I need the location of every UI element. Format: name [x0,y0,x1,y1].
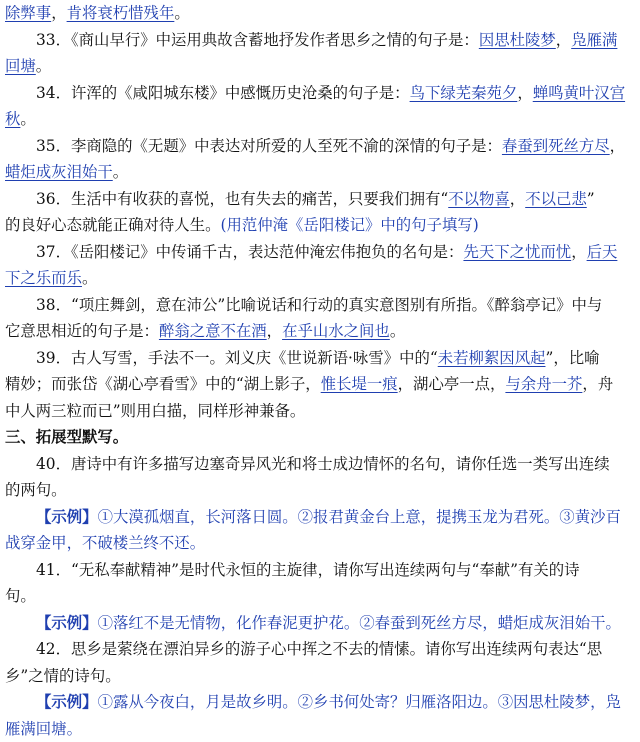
text-span: 乡”之情的诗句。 [5,667,121,685]
text-span: ，湖心亭一点， [398,375,506,393]
example-label: 【示例】 [36,693,98,711]
example-text: 雁满回塘。 [5,720,82,738]
answer-span: 肯将衰朽惜残年 [67,4,175,22]
answer-span: 除弊事 [5,4,51,22]
text-span: 。 [390,322,405,340]
text-span: 。 [36,57,51,75]
text-span: 41．“无私奉献精神”是时代永恒的主旋律，请你写出连续两句与“奉献”有关的诗 [36,561,580,579]
text-span: 的良好心态就能正确对待人生。 [5,216,220,234]
text-span: 38．“项庄舞剑，意在沛公”比喻说话和行动的真实意图别有所指。《醉翁亭记》中与 [36,296,602,314]
answer-span: 鸟下绿芜秦苑夕 [410,84,518,102]
text-span: 37．《岳阳楼记》中传诵千古，表达范仲淹宏伟抱负的名句是： [36,243,463,261]
text-span: ， [510,190,525,208]
text-span: ， [610,137,625,155]
text-span: 36．生活中有收获的喜悦，也有失去的痛苦，只要我们拥有“ [36,190,448,208]
text-line [5,477,630,504]
text-span: ， [571,243,586,261]
text-span: ”，比喻 [545,349,599,367]
text-line [5,265,630,292]
answer-span: 下之乐而乐 [5,269,82,287]
text-span: 它意思相近的句子是： [5,322,159,340]
answer-span: 凫雁满 [571,31,617,49]
text-line [5,663,630,690]
text-line [5,636,630,663]
answer-span: 惟长堤一痕 [321,375,398,393]
text-span: 。 [20,110,35,128]
text-line [5,716,630,742]
example-text: 战穿金甲，不破楼兰终不还。 [5,534,205,552]
text-line [5,212,630,239]
answer-span: 不以己悲 [525,190,587,208]
text-span: 39．古人写雪，手法不一。刘义庆《世说新语·咏雪》中的“ [36,349,438,367]
text-span: 40．唐诗中有许多描写边塞奇异风光和将士成边情怀的名句，请你任选一类写出连续 [36,455,610,473]
answer-span: 蜡炬成灰泪始干 [5,163,113,181]
note-span: (用范仲淹《岳阳楼记》中的句子填写) [220,216,478,234]
answer-span: 回塘 [5,57,36,75]
answer-span: 未若柳絮因风起 [438,349,546,367]
text-line [5,106,630,133]
text-span: ， [517,84,532,102]
text-line [5,345,630,372]
example-label: 【示例】 [36,508,98,526]
example-label: 【示例】 [36,614,98,632]
text-line [5,159,630,186]
text-line [5,504,630,531]
text-line [5,239,630,266]
text-span: 。 [113,163,128,181]
text-line [5,557,630,584]
example-text: ①落红不是无情物，化作春泥更护花。②春蚕到死丝方尽，蜡炬成灰泪始干。 [98,614,621,632]
answer-span: 秋 [5,110,20,128]
text-span: 35．李商隐的《无题》中表达对所爱的人至死不渝的深情的句子是： [36,137,502,155]
answer-span: 因思杜陵梦 [479,31,556,49]
answer-span: 与余舟一芥 [505,375,582,393]
text-span: 的两句。 [5,481,67,499]
answer-span: 不以物喜 [448,190,510,208]
text-span: 34．许浑的《咸阳城东楼》中感慨历史沧桑的句子是： [36,84,410,102]
answer-span: 醉翁之意不在酒 [159,322,267,340]
answer-span: 先天下之忧而忧 [463,243,571,261]
text-line [5,424,630,451]
text-span: ， [267,322,282,340]
text-line [5,610,630,637]
text-line [5,451,630,478]
text-span: 。 [82,269,97,287]
answer-span: 春蚕到死丝方尽 [502,137,610,155]
text-line [5,80,630,107]
text-line [5,689,630,716]
text-span: ， [556,31,571,49]
text-line [5,583,630,610]
text-span: ， [51,4,66,22]
text-span: 。 [174,4,189,22]
text-line [5,398,630,425]
example-text: ①大漠孤烟直，长河落日圆。②报君黄金台上意，提携玉龙为君死。③黄沙百 [98,508,621,526]
text-line [5,27,630,54]
text-line [5,292,630,319]
example-text: ①露从今夜白，月是故乡明。②乡书何处寄？归雁洛阳边。③因思杜陵梦，凫 [98,693,621,711]
text-line [5,530,630,557]
text-line [5,186,630,213]
text-line [5,133,630,160]
text-span: 精妙；而张岱《湖心亭看雪》中的“湖上影子， [5,375,321,393]
text-span: 句。 [5,587,36,605]
text-span: ，舟 [582,375,613,393]
text-span: 中人两三粒而已”则用白描，同样形神兼备。 [5,402,305,420]
answer-span: 在乎山水之间也 [282,322,390,340]
text-line [5,53,630,80]
text-line [5,318,630,345]
section-heading: 三、拓展型默写。 [5,428,128,446]
text-span: 42．思乡是萦绕在漂泊异乡的游子心中挥之不去的情愫。请你写出连续两句表达“思 [36,640,602,658]
text-span: 33．《商山早行》中运用典故含蓄地抒发作者思乡之情的句子是： [36,31,479,49]
answer-span: 蝉鸣黄叶汉宫 [533,84,625,102]
text-line [5,371,630,398]
text-line [5,0,630,27]
text-span: ” [587,190,595,208]
answer-span: 后天 [587,243,618,261]
